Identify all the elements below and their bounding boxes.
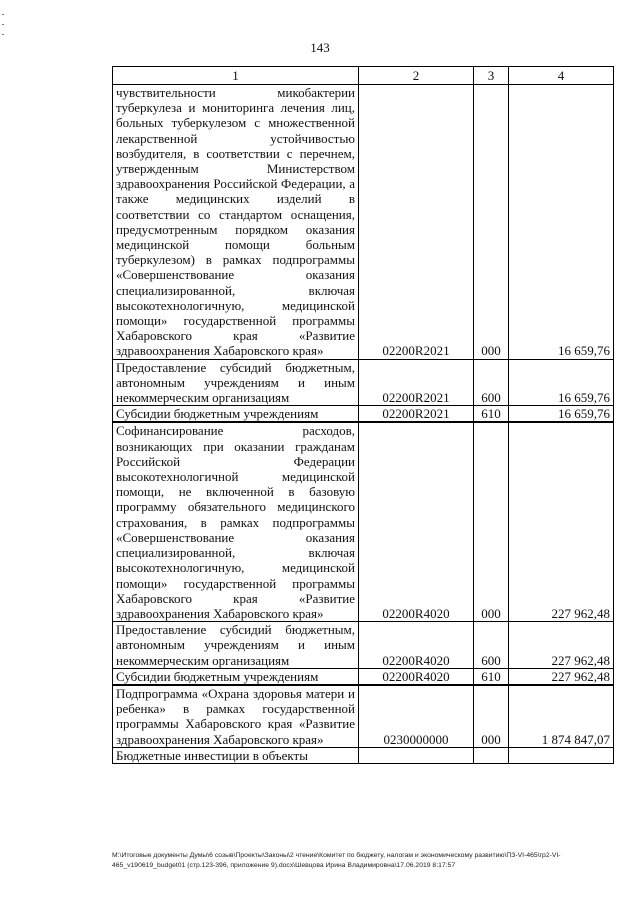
- row-amount: 227 962,48: [509, 422, 614, 621]
- row-type: 610: [474, 406, 509, 423]
- header-cell: 1: [113, 67, 359, 85]
- table-row: [113, 668, 614, 685]
- row-name: Подпрограмма «Охрана здоровья матери и ребенка» в рамках государственной программы Хабаровского края «Развитие здравоохранения Хабаровского края»: [113, 685, 359, 747]
- table-header-row: [113, 67, 614, 85]
- table-row: [113, 359, 614, 406]
- row-type: [474, 747, 509, 763]
- row-type: 000: [474, 685, 509, 747]
- row-amount: 16 659,76: [509, 406, 614, 423]
- row-name: Субсидии бюджетным учреждениям: [113, 406, 359, 423]
- table-row: [113, 85, 614, 360]
- budget-table: [112, 66, 614, 764]
- row-name: Субсидии бюджетным учреждениям: [113, 668, 359, 685]
- row-code: 02200R4020: [359, 622, 474, 669]
- row-code: 02200R4020: [359, 422, 474, 621]
- row-amount: 1 874 847,07: [509, 685, 614, 747]
- page-number: 143: [310, 40, 330, 55]
- row-type: 600: [474, 622, 509, 669]
- row-type: 000: [474, 422, 509, 621]
- row-amount: 16 659,76: [509, 359, 614, 406]
- row-type: 000: [474, 85, 509, 360]
- scan-edge-mark: [2, 24, 4, 25]
- row-code: 02200R2021: [359, 406, 474, 423]
- table-row: [113, 406, 614, 423]
- row-amount: [509, 747, 614, 763]
- scan-edge-mark: [2, 34, 4, 35]
- row-type: 600: [474, 359, 509, 406]
- header-cell: 3: [474, 67, 509, 85]
- row-name: Бюджетные инвестиции в объекты: [113, 747, 359, 763]
- row-amount: 227 962,48: [509, 622, 614, 669]
- row-amount: 227 962,48: [509, 668, 614, 685]
- row-code: 02200R2021: [359, 85, 474, 360]
- row-code: 02200R4020: [359, 668, 474, 685]
- header-cell: 2: [359, 67, 474, 85]
- row-name: Софинансирование расходов, возникающих при оказании гражданам Российской Федерации высокотехнологичной медицинской помощи, не включенной в базовую программу обязательного медицинского страхования, в рамках подпрограммы «Совершенствование оказания специализированной, включая высокотехнологичную, медицинской помощи» государственной программы Хабаровского края «Развитие здравоохранения Хабаровского края»: [113, 422, 359, 621]
- row-code: 0230000000: [359, 685, 474, 747]
- document-path-footer: M:\Итоговые документы Думы\6 созыв\Проекты\Законы\2 чтение\Комитет по бюджету, налогам и экономическому развитию\ПЗ-VI-465\гр2-VI-465_v190619_budget01 (стр.123-396, приложение 9).docx\Шевцова Ирина Владимировна\17.06.2019 8:17:57: [112, 852, 561, 869]
- header-cell: 4: [509, 67, 614, 85]
- row-code: 02200R2021: [359, 359, 474, 406]
- row-type: 610: [474, 668, 509, 685]
- table-row: [113, 422, 614, 621]
- scan-edge-mark: [2, 14, 4, 15]
- row-name: чувствительности микобактерии туберкулеза и мониторинга лечения лиц, больных туберкулезом с множественной лекарственной устойчивостью возбудителя, в соответствии с перечнем, утвержденным Министерством здравоохранения Российской Федерации, а также медицинских изделий в соответствии со стандартом оснащения, предусмотренным порядком оказания медицинской помощи больным туберкулезом) в рамках подпрограммы «Совершенствование оказания специализированной, включая высокотехнологичную, медицинской помощи» государственной программы Хабаровского края «Развитие здравоохранения Хабаровского края»: [113, 85, 359, 360]
- table-row: [113, 622, 614, 669]
- row-name: Предоставление субсидий бюджетным, автономным учреждениям и иным некоммерческим организациям: [113, 622, 359, 669]
- row-code: [359, 747, 474, 763]
- row-name: Предоставление субсидий бюджетным, автономным учреждениям и иным некоммерческим организациям: [113, 359, 359, 406]
- table-row: [113, 747, 614, 763]
- row-amount: 16 659,76: [509, 85, 614, 360]
- table-row: [113, 685, 614, 747]
